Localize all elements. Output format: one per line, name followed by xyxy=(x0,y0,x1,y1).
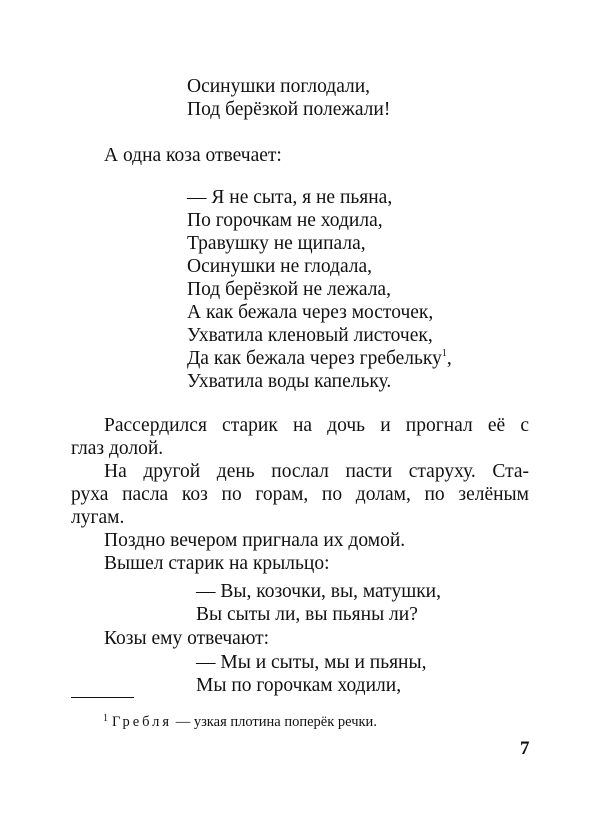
verse3-line-2: Вы сыты ли, вы пьяны ли? xyxy=(196,604,418,625)
verse2-line-2: По горочкам не ходила, xyxy=(187,210,383,231)
verse1-line-2: Под берёзкой полежали! xyxy=(187,99,391,120)
verse4-line-1: — Мы и сыты, мы и пьяны, xyxy=(196,652,427,673)
verse2-line-4: Осинушки не глодала, xyxy=(187,256,373,277)
verse2-line-6: А как бежала через мосточек, xyxy=(187,302,434,323)
footnote-number: 1 xyxy=(103,713,108,724)
footnote-term: Гребля xyxy=(112,714,173,730)
paragraph4: Вышел старик на крыльцо: xyxy=(104,553,330,574)
verse3-line-1: — Вы, козочки, вы, матушки, xyxy=(196,581,441,602)
verse2-line-8: Да как бежала через гребельку$^1$, xyxy=(187,348,452,369)
verse2-line-1: — Я не сыта, я не пьяна, xyxy=(187,187,393,208)
page-number: 7 xyxy=(520,738,530,759)
footnote-separator xyxy=(71,697,134,698)
verse2-line-5: Под берёзкой не лежала, xyxy=(187,279,391,300)
verse2-line-7: Ухватила кленовый листочек, xyxy=(187,325,433,346)
footnote-reference: 1 xyxy=(441,348,447,359)
paragraph1-line-1: Рассердился старик на дочь и прогнал её с xyxy=(104,415,529,436)
paragraph1-line-2: глаз долой. xyxy=(71,438,164,459)
paragraph3: Поздно вечером пригнала их домой. xyxy=(104,530,406,551)
paragraph2-line-2: руха пасла коз по горам, по долам, по зелёным xyxy=(71,484,529,505)
paragraph2-line-3: лугам. xyxy=(71,507,125,528)
verse2-line-8-text: Да как бежала через гребельку xyxy=(187,348,442,369)
narration-goat-answers: А одна коза отвечает: xyxy=(104,145,282,166)
verse2-line-3: Травушку не щипала, xyxy=(187,233,366,254)
verse2-line-9: Ухватила воды капельку. xyxy=(187,371,392,392)
verse4-line-2: Мы по горочкам ходили, xyxy=(196,675,402,696)
paragraph2-line-1: На другой день послал пасти старуху. Ста- xyxy=(104,461,529,482)
footnote xyxy=(103,710,377,731)
verse1-line-1: Осинушки поглодали, xyxy=(187,76,371,97)
footnote-definition: — узкая плотина поперёк речки. xyxy=(172,714,377,730)
narration-goats-answer: Козы ему отвечают: xyxy=(104,628,270,649)
